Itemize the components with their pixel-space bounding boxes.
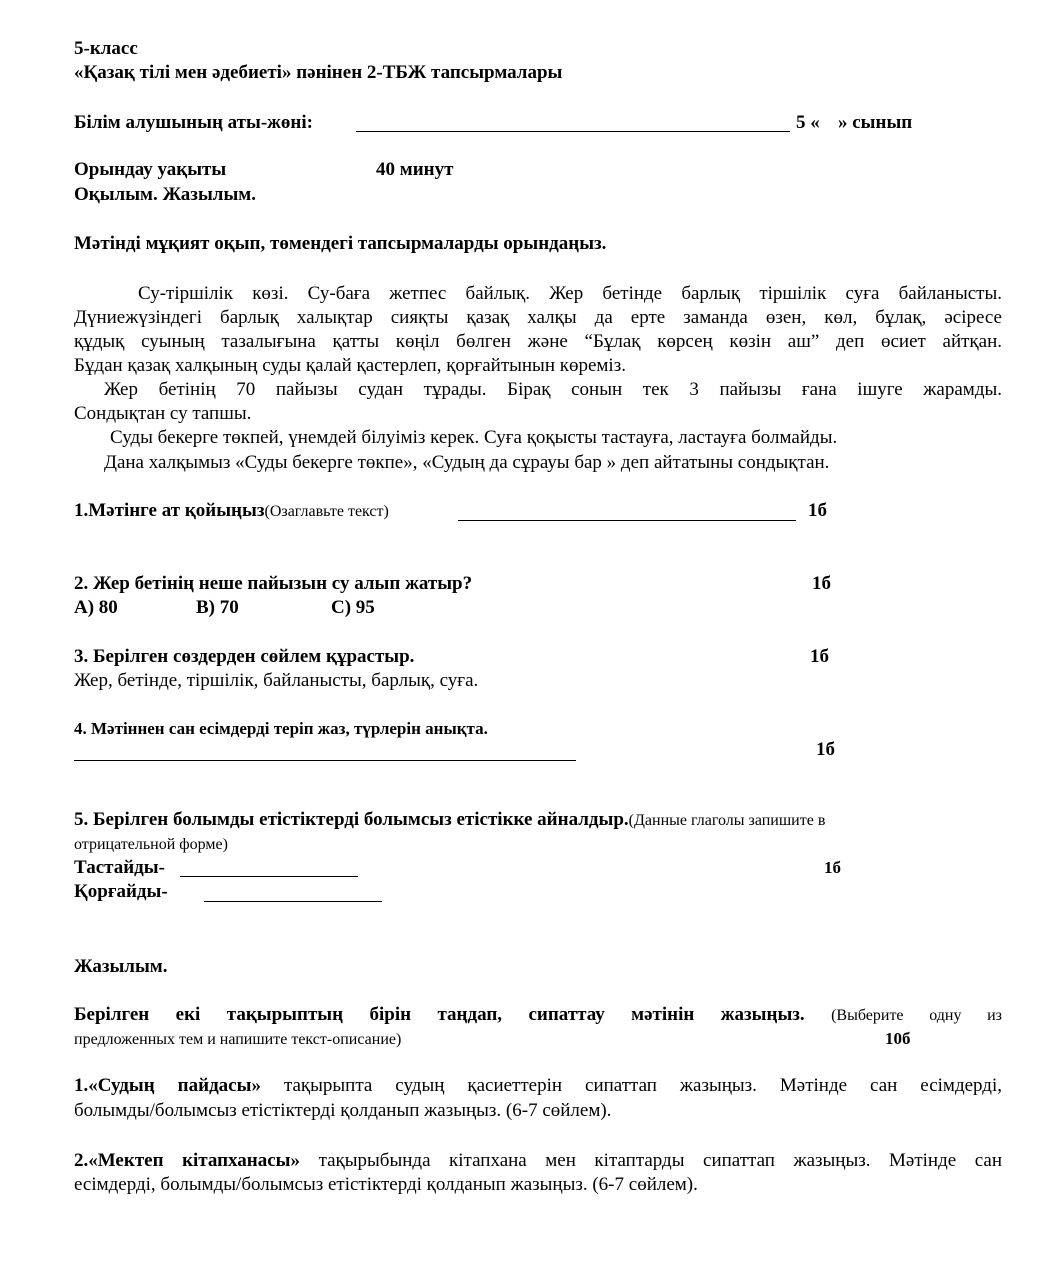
task-4-score: 1б [816, 739, 835, 760]
task-3-score: 1б [810, 646, 829, 667]
task-5-answer-line-1[interactable] [180, 876, 358, 877]
topic-1-line-1 [74, 1074, 1002, 1098]
task-1-score: 1б [808, 500, 827, 521]
text-line: Дүниежүзіндегі барлық халықтар сияқты қазақ халқы да ерте заманда өзен, көл, бұлақ, әсіресе [74, 307, 1002, 328]
writing-task-hint-2: предложенных тем и напишите текст-описание) [74, 1031, 402, 1048]
task-5 [74, 808, 825, 832]
task-5-answer-line-2[interactable] [204, 901, 382, 902]
task-3-label: 3. Берілген сөздерден сөйлем құрастыр. [74, 646, 415, 667]
writing-task-bold: Берілген екі тақырыптың бірін таңдап, сипаттау мәтінін жазыңыз. [74, 1004, 805, 1025]
task-4-answer-line[interactable] [74, 760, 576, 761]
writing-score: 10б [885, 1029, 911, 1048]
topic-2-line-1 [74, 1149, 1002, 1173]
task-2-option-c[interactable]: С) 95 [331, 597, 375, 618]
task-2-option-a[interactable]: А) 80 [74, 597, 118, 618]
class-suffix: » сынып [838, 112, 913, 133]
writing-task-line-1 [74, 1003, 1002, 1028]
worksheet-title: «Қазақ тілі мен әдебиеті» пәнінен 2-ТБЖ тапсырмалары [74, 62, 563, 83]
task-1 [74, 499, 389, 523]
topic-1-title: 1.«Судың пайдасы» [74, 1075, 261, 1096]
time-value: 40 минут [376, 159, 454, 180]
task-1-answer-line[interactable] [458, 520, 796, 521]
task-3-words: Жер, бетінде, тіршілік, байланысты, барлық, суға. [74, 670, 479, 691]
topic-1-text-1: тақырыпта судың қасиеттерін сипаттап жазыңыз. Мәтінде сан есімдерді, [283, 1075, 1002, 1096]
topic-2-text-2: есімдерді, болымды/болымсыз етістіктерді қолданып жазыңыз. (6-7 сөйлем). [74, 1174, 698, 1195]
task-5-word-2: Қорғайды- [74, 881, 168, 902]
topic-2-title: 2.«Мектеп кітапханасы» [74, 1150, 301, 1171]
text-line: Дана халқымыз «Суды бекерге төкпе», «Судың да сұрауы бар » деп айтатыны сондықтан. [104, 452, 830, 473]
student-name-line[interactable] [356, 131, 790, 132]
time-label: Орындау уақыты [74, 159, 227, 180]
task-5-word-1: Тастайды- [74, 857, 165, 878]
task-5-hint-1: (Данные глаголы запишите в [628, 812, 826, 829]
task-5-label: 5. Берілген болымды етістіктерді болымсыз етістікке айналдыр. [74, 809, 629, 830]
text-line: Суды бекерге төкпей, үнемдей білуіміз керек. Суға қоқысты тастауға, ластауға болмайды. [110, 427, 838, 448]
writing-heading: Жазылым. [74, 956, 168, 977]
instruction: Мәтінді мұқият оқып, төмендегі тапсырмаларды орындаңыз. [74, 233, 607, 254]
writing-task-hint-1: (Выберите одну из [831, 1007, 1002, 1024]
topic-1-text-2: болымды/болымсыз етістіктерді қолданып жазыңыз. (6-7 сөйлем). [74, 1100, 612, 1121]
task-5-hint-2: отрицательной форме) [74, 836, 228, 853]
task-2-option-b[interactable]: В) 70 [196, 597, 239, 618]
topic-2-text-1: тақырыбында кітапхана мен кітаптарды сипаттап жазыңыз. Мәтінде сан [318, 1150, 1003, 1171]
text-line: Жер бетінің 70 пайызы судан тұрады. Бірақ сонын тек 3 пайызы ғана ішуге жарамды. [104, 379, 1002, 400]
task-2-label: 2. Жер бетінің неше пайызын су алып жатыр? [74, 573, 473, 594]
task-1-hint: (Озаглавьте текст) [264, 503, 389, 520]
skills-label: Оқылым. Жазылым. [74, 184, 256, 205]
task-4-label: 4. Мәтіннен сан есімдерді теріп жаз, түрлерін анықта. [74, 719, 488, 738]
class-prefix: 5 « [796, 112, 820, 133]
text-line: Сондықтан су тапшы. [74, 403, 252, 424]
text-line: Су-тіршілік көзі. Су-баға жетпес байлық. Жер бетінде барлық тіршілік суға байланысты. [138, 283, 1002, 304]
text-line: құдық суының тазалығына қатты көңіл бөлген және “Бұлақ көрсең көзін аш” деп өсиет айтқан. [74, 331, 1002, 352]
student-name-label: Білім алушының аты-жөні: [74, 112, 313, 133]
grade-label: 5-класс [74, 38, 138, 59]
task-2-score: 1б [812, 573, 831, 594]
task-1-label: 1.Мәтінге ат қойыңыз [74, 500, 265, 521]
text-line: Бұдан қазақ халқының суды қалай қастерлеп, қорғайтынын көреміз. [74, 355, 626, 376]
task-5-score: 1б [824, 858, 841, 877]
